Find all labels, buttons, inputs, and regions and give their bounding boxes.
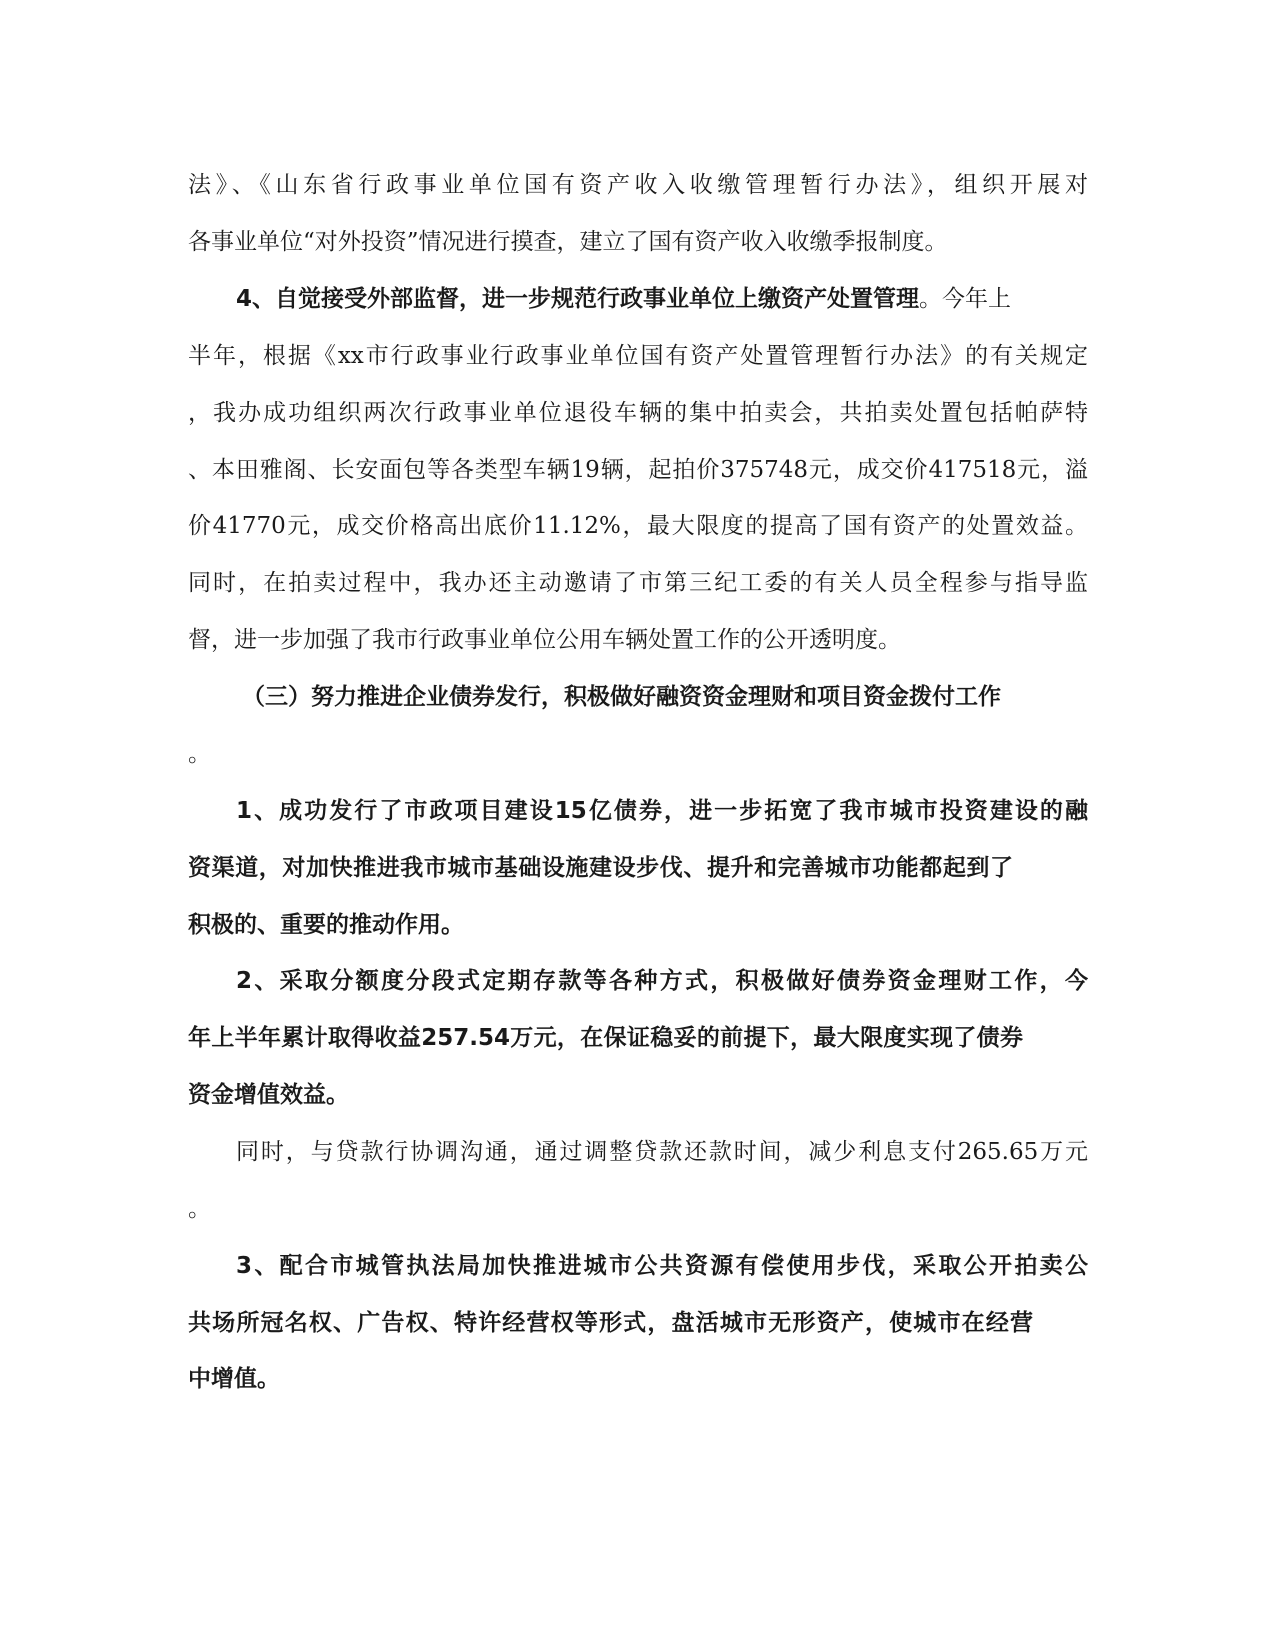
- paragraph-line: 督，进一步加强了我市行政事业单位公用车辆处置工作的公开透明度。: [188, 627, 901, 653]
- section-heading: （三）努力推进企业债券发行，积极做好融资资金理财和项目资金拨付工作: [242, 684, 1001, 710]
- paragraph-line: 3、配合市城管执法局加快推进城市公共资源有偿使用步伐，采取公开拍卖公: [236, 1253, 1088, 1279]
- numbered-heading: 4、自觉接受外部监督，进一步规范行政事业单位上缴资产处置管理: [236, 286, 920, 312]
- paragraph-line: 。: [188, 1196, 211, 1222]
- paragraph-line: 1、成功发行了市政项目建设15亿债券，进一步拓宽了我市城市投资建设的融: [236, 798, 1088, 824]
- paragraph-line: 半年，根据《xx市行政事业行政事业单位国有资产处置管理暂行办法》的有关规定: [188, 343, 1088, 369]
- paragraph-line: 2、采取分额度分段式定期存款等各种方式，积极做好债券资金理财工作，今: [236, 968, 1088, 994]
- paragraph-line: 中增值。: [188, 1366, 280, 1392]
- paragraph-line: 资渠道，对加快推进我市城市基础设施建设步伐、提升和完善城市功能都起到了: [188, 855, 1013, 881]
- paragraph-line: 积极的、重要的推动作用。: [188, 912, 464, 938]
- paragraph-line: ，我办成功组织两次行政事业单位退役车辆的集中拍卖会，共拍卖处置包括帕萨特: [188, 400, 1088, 426]
- paragraph-line: [236, 284, 1088, 314]
- paragraph-line: 资金增值效益。: [188, 1082, 349, 1108]
- paragraph-text: 。今年上: [919, 286, 1012, 312]
- paragraph-line: 共场所冠名权、广告权、特许经营权等形式，盘活城市无形资产，使城市在经营: [188, 1310, 1033, 1336]
- paragraph-line: 、本田雅阁、长安面包等各类型车辆19辆，起拍价375748元，成交价417518元，溢: [188, 457, 1088, 483]
- paragraph-line: 同时，在拍卖过程中，我办还主动邀请了市第三纪工委的有关人员全程参与指导监: [188, 570, 1088, 596]
- paragraph-line: 同时，与贷款行协调沟通，通过调整贷款还款时间，减少利息支付265.65万元: [236, 1139, 1088, 1165]
- paragraph-line: 法》、《山东省行政事业单位国有资产收入收缴管理暂行办法》，组织开展对: [188, 172, 1088, 198]
- paragraph-line: 价41770元，成交价格高出底价11.12%，最大限度的提高了国有资产的处置效益。: [188, 513, 1088, 539]
- section-heading-continuation: 。: [188, 741, 211, 767]
- paragraph-line: 年上半年累计取得收益257.54万元，在保证稳妥的前提下，最大限度实现了债券: [188, 1025, 1023, 1051]
- paragraph-line: 各事业单位“对外投资”情况进行摸查，建立了国有资产收入收缴季报制度。: [188, 229, 948, 255]
